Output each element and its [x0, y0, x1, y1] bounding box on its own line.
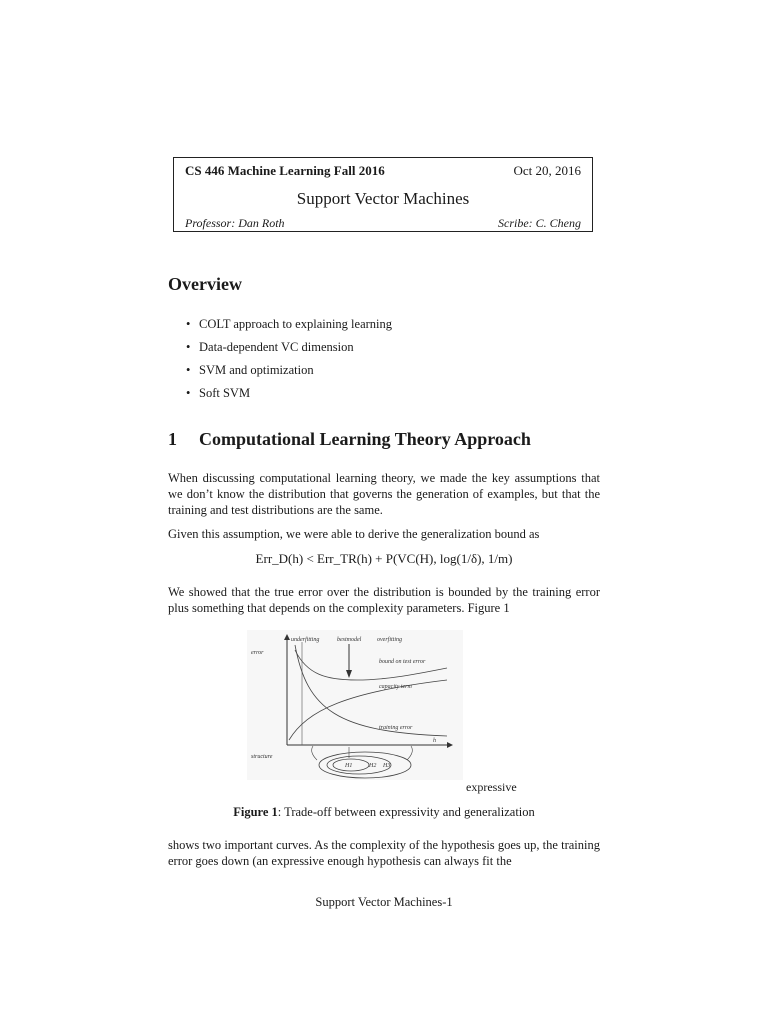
- course-title: CS 446 Machine Learning Fall 2016: [185, 163, 385, 178]
- professor-name: Professor: Dan Roth: [185, 216, 285, 230]
- figure-caption-text: : Trade-off between expressivity and generalization: [277, 805, 535, 819]
- list-item: [186, 337, 392, 360]
- paragraph: shows two important curves. As the complexity of the hypothesis goes up, the training error goes down (an expressive enough hypothesis can always fit the: [168, 838, 600, 868]
- figure-caption-label: Figure 1: [233, 805, 278, 819]
- paragraph: Given this assumption, we were able to derive the generalization bound as: [168, 527, 540, 541]
- bullet-icon: •: [186, 317, 191, 331]
- bestmodel-label: bestmodel: [337, 637, 362, 643]
- training-error-label: training error: [379, 725, 413, 731]
- list-item-text: Soft SVM: [199, 386, 251, 400]
- list-item-text: SVM and optimization: [199, 363, 314, 377]
- tradeoff-diagram: [247, 630, 463, 780]
- bullet-icon: •: [186, 386, 191, 400]
- list-item-text: Data-dependent VC dimension: [199, 340, 354, 354]
- list-item-text: COLT approach to explaining learning: [199, 317, 393, 331]
- overview-list: [186, 314, 392, 406]
- section-heading: [168, 429, 531, 450]
- paragraph: When discussing computational learning theory, we made the key assumptions that we don’t know the distribution that governs the generation of examples, but that the training and test distributions are the same.: [168, 471, 600, 517]
- figure-caption: [168, 805, 600, 820]
- figure-background: [247, 630, 463, 780]
- section-title: Computational Learning Theory Approach: [199, 429, 531, 449]
- overfitting-label: overfitting: [377, 637, 402, 643]
- error-axis-label: error: [251, 650, 264, 656]
- paragraph: We showed that the true error over the distribution is bounded by the training error plus something that depends on the complexity parameters. Figure 1: [168, 585, 600, 615]
- capacity-label: capacity term: [379, 684, 412, 690]
- overview-heading: Overview: [168, 274, 242, 294]
- list-item: [186, 360, 392, 383]
- bullet-icon: •: [186, 363, 191, 377]
- underfitting-label: underfitting: [291, 637, 320, 643]
- generalization-bound-equation: Err_D(h) < Err_TR(h) + P(VC(H), log(1/δ), 1/m): [255, 551, 513, 566]
- lecture-date: Oct 20, 2016: [513, 163, 581, 178]
- figure-image: [247, 630, 463, 780]
- lecture-header-box: [173, 157, 593, 232]
- structure-label: structure: [251, 754, 273, 760]
- H1-label: H1: [345, 763, 353, 769]
- scribe-name: Scribe: C. Cheng: [498, 216, 581, 230]
- bound-label: bound on test error: [379, 659, 426, 665]
- lecture-title: Support Vector Machines: [296, 189, 470, 208]
- page-footer: Support Vector Machines-1: [315, 895, 453, 909]
- section-number: 1: [168, 429, 177, 449]
- list-item: [186, 383, 392, 406]
- H2-label: H2: [369, 763, 377, 769]
- bullet-icon: •: [186, 340, 191, 354]
- figure-trailing-text: expressive: [466, 780, 517, 794]
- h-axis-label: h: [433, 738, 436, 744]
- H3-label: H3: [383, 763, 391, 769]
- list-item: [186, 314, 392, 337]
